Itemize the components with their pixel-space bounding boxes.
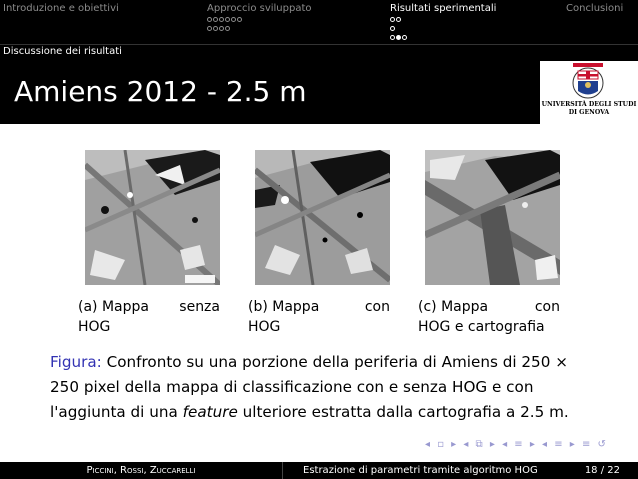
figure-caption: Figura: Confronto su una porzione della periferia di Amiens di 250 × 250 pixel della mappa di classificazione con e senza HOG e con l'aggiunta di una feature ulteriore estratta dalla cartografia a 2.5 m. [50, 353, 569, 421]
frame-dot[interactable] [219, 17, 224, 22]
approach-frame-dots-row2 [207, 26, 230, 31]
frame-dot[interactable] [231, 17, 236, 22]
footer-authors: Piccini, Rossi, Zuccarelli [0, 462, 282, 479]
results-frame-dots-row1 [390, 17, 401, 22]
frame-dot[interactable] [225, 17, 230, 22]
classification-map-with-hog [255, 150, 390, 285]
footer-title: Estrazione di parametri tramite algoritmo HOG [303, 465, 538, 476]
subcaption-a: (a) Mappa senza HOG [78, 299, 220, 335]
page-number: 18 / 22 [584, 465, 620, 476]
figure-label: Figura: [50, 353, 102, 371]
frame-dot[interactable] [213, 17, 218, 22]
frame-dot[interactable] [390, 35, 395, 40]
frame-dot[interactable] [207, 17, 212, 22]
frame-dot[interactable] [402, 35, 407, 40]
university-logo [540, 61, 638, 124]
nav-section-introduction[interactable]: Introduzione e obiettivi [3, 3, 119, 14]
results-frame-dots-row3 [390, 35, 407, 40]
subcaption-b: (b) Mappa con HOG [248, 299, 390, 335]
nav-section-conclusions[interactable]: Conclusioni [566, 3, 624, 14]
nav-section-approach[interactable]: Approccio sviluppato [207, 3, 312, 14]
frame-dot[interactable] [213, 26, 218, 31]
university-name: UNIVERSITÀ DEGLI STUDI DI GENOVA [541, 101, 637, 116]
subcaption-c: (c) Mappa con HOG e cartografia [418, 299, 560, 335]
subsection-bar [0, 44, 638, 62]
frame-dot[interactable] [390, 17, 395, 22]
classification-map-with-hog-and-cartography [425, 150, 560, 285]
frame-dot[interactable] [237, 17, 242, 22]
section-navigation-bar [0, 0, 638, 44]
footer-bar [0, 462, 638, 479]
frame-dot[interactable] [219, 26, 224, 31]
frame-dot[interactable] [396, 17, 401, 22]
genova-seal-icon [540, 61, 638, 101]
approach-frame-dots-row1 [207, 17, 242, 22]
footer-title-block [282, 462, 638, 479]
frame-title-bar [0, 61, 540, 124]
frame-dot[interactable] [207, 26, 212, 31]
frame-title: Amiens 2012 - 2.5 m [14, 75, 307, 108]
current-frame-dot[interactable] [396, 35, 401, 40]
beamer-navigation-symbols[interactable]: ◂ ▫ ▸ ◂ ⧉ ▸ ◂ ≡ ▸ ◂ ≡ ▸ ≡ ↺ [425, 439, 608, 450]
results-frame-dots-row2 [390, 26, 395, 31]
subsection-title[interactable]: Discussione dei risultati [3, 46, 122, 57]
frame-dot[interactable] [390, 26, 395, 31]
classification-map-without-hog [85, 150, 220, 285]
frame-dot[interactable] [225, 26, 230, 31]
nav-section-results[interactable]: Risultati sperimentali [390, 3, 497, 14]
